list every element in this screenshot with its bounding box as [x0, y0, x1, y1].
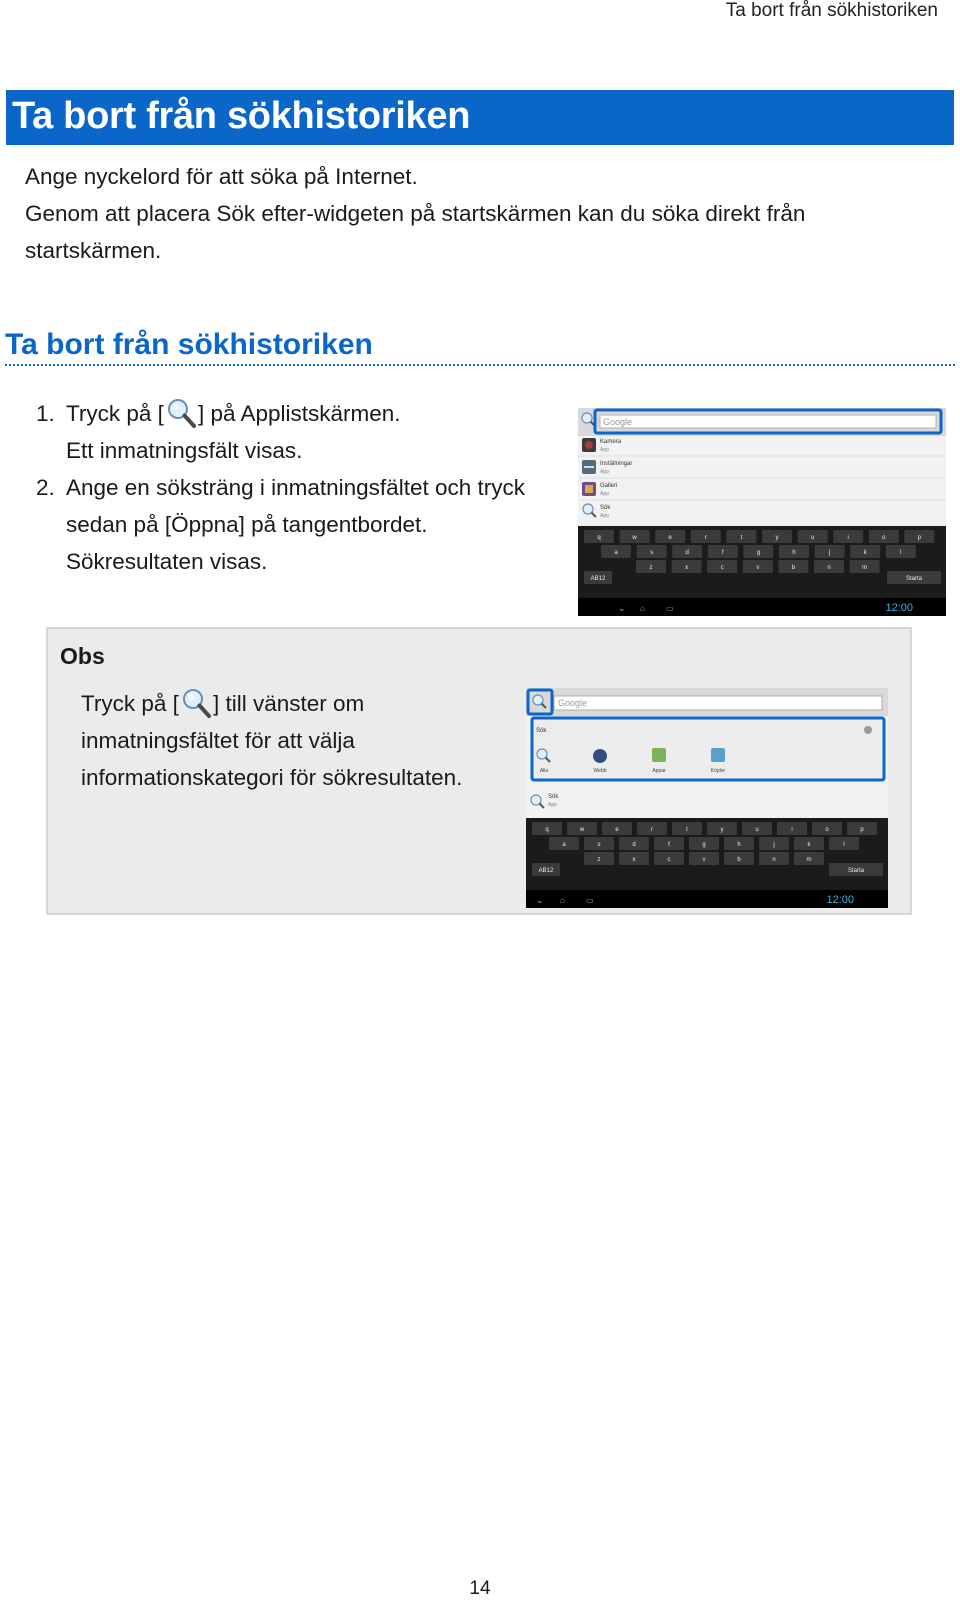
result-type: App [548, 802, 557, 808]
keyboard-key-label: j [773, 842, 775, 848]
globe-icon [593, 749, 607, 763]
keyboard-mode-key: AB12 [538, 868, 554, 874]
search-icon [165, 397, 197, 429]
home-icon: ⌂ [640, 604, 645, 613]
keyboard-key-label: r [651, 827, 653, 833]
category-apps[interactable] [652, 748, 666, 774]
step-2-line-2: sedan på [Öppna] på tangentbordet. [66, 512, 428, 537]
search-icon [180, 687, 212, 719]
note-box [46, 627, 912, 915]
result-type: App [600, 513, 609, 519]
category-label: Webb [593, 768, 607, 774]
keyboard-key-label: e [615, 827, 619, 833]
keyboard-key-label: u [810, 535, 815, 541]
keyboard-key-label: d [632, 842, 636, 848]
keyboard-key-label: g [702, 842, 706, 848]
keyboard [578, 526, 946, 616]
keyboard-key-label: x [685, 565, 689, 571]
back-icon: ⌄ [536, 895, 544, 905]
panel-close-icon [864, 726, 872, 734]
note-text-before: Tryck på [ [81, 691, 179, 716]
keyboard-key-label: b [791, 565, 796, 571]
home-icon: ⌂ [560, 896, 565, 905]
keyboard-key-label: w [579, 827, 585, 833]
screenshot-category-select [526, 688, 888, 908]
result-type: App [600, 491, 609, 497]
keyboard-key-label: q [597, 535, 601, 541]
apps-icon [652, 748, 666, 762]
step-2-line-1: Ange en söksträng i inmatningsfältet och tryck [66, 475, 525, 500]
screenshot-category-select-graphic [526, 688, 888, 908]
page-title: Ta bort från sökhistoriken [12, 95, 471, 137]
search-placeholder: Google [603, 417, 633, 427]
keyboard-key-label: u [755, 827, 759, 833]
keyboard-key-label: h [792, 550, 796, 556]
keyboard-key-label: t [740, 535, 743, 541]
section-title: Ta bort från sökhistoriken [5, 328, 373, 361]
keyboard-key-label: x [632, 857, 636, 863]
result-name: Kamera [600, 439, 622, 445]
keyboard-enter-key: Starta [905, 576, 923, 582]
keyboard-key-label: o [825, 827, 829, 833]
keyboard-key-label: c [667, 857, 671, 863]
note-text-after: ] till vänster om [212, 691, 365, 716]
result-type: App [600, 447, 609, 453]
step-number: 1. [36, 401, 55, 426]
contacts-icon [711, 748, 725, 762]
note-line-3: informationskategori för sökresultaten. [81, 765, 463, 790]
keyboard-key-label: h [737, 842, 741, 848]
keyboard-key-label: n [772, 857, 776, 863]
category-contacts[interactable] [711, 748, 726, 774]
keyboard-key-label: a [614, 550, 618, 556]
keyboard-key-label: r [704, 535, 707, 541]
back-icon: ⌄ [618, 603, 626, 613]
keyboard-key-label: c [720, 565, 724, 571]
keyboard-key-label: e [668, 535, 672, 541]
keyboard-key-label: m [862, 565, 868, 571]
category-label: Alla [539, 768, 549, 774]
keyboard-key-label: a [562, 842, 566, 848]
keyboard-key-label: i [847, 535, 849, 541]
keyboard-key-label: z [649, 565, 653, 571]
running-header: Ta bort från sökhistoriken [725, 0, 938, 21]
step-number: 2. [36, 475, 55, 500]
result-name: Sök [600, 505, 611, 511]
page-number: 14 [469, 1578, 491, 1599]
keyboard-key-label: p [917, 535, 922, 541]
keyboard-key-label: n [827, 565, 831, 571]
keyboard [526, 818, 888, 908]
clock: 12:00 [826, 894, 854, 906]
step-2-result: Sökresultaten visas. [66, 549, 268, 574]
step-1-text-after: ] på Applistskärmen. [197, 401, 401, 426]
keyboard-key-label: l [900, 550, 902, 556]
keyboard-key-label: d [685, 550, 689, 556]
result-name: Inställningar [600, 461, 633, 467]
screenshot-search-field [578, 408, 946, 616]
intro-line: startskärmen. [25, 238, 162, 263]
keyboard-key-label: s [597, 842, 601, 848]
keyboard-key-label: j [828, 550, 831, 556]
intro-paragraph [25, 158, 905, 269]
keyboard-key-label: y [775, 535, 779, 541]
title-bar [6, 90, 954, 145]
keyboard-key-label: p [860, 827, 864, 833]
keyboard-key-label: z [597, 857, 601, 863]
keyboard-key-label: v [702, 857, 706, 863]
result-name: Sök [548, 794, 559, 800]
intro-line: Ange nyckelord för att söka på Internet. [25, 164, 418, 189]
note-text [81, 685, 511, 796]
keyboard-key-label: q [545, 827, 549, 833]
keyboard-key-label: f [721, 550, 724, 556]
category-panel [532, 718, 884, 780]
step-2 [36, 469, 576, 580]
keyboard-key-label: w [632, 535, 637, 541]
clock: 12:00 [885, 602, 913, 614]
keyboard-mode-key: AB12 [590, 576, 606, 582]
result-name: Galleri [600, 483, 618, 489]
keyboard-key-label: b [737, 857, 741, 863]
keyboard-key-label: y [720, 827, 724, 833]
keyboard-key-label: l [843, 842, 845, 848]
keyboard-key-label: g [756, 550, 761, 556]
search-placeholder: Google [558, 698, 588, 708]
keyboard-key-label: k [863, 550, 867, 556]
section-heading [5, 326, 955, 366]
keyboard-key-label: o [882, 535, 886, 541]
keyboard-key-label: k [807, 842, 811, 848]
category-label: Appar [652, 768, 666, 774]
recent-apps-icon: ▭ [586, 896, 594, 905]
keyboard-enter-key: Starta [847, 868, 865, 874]
category-panel-label: Sök [536, 728, 547, 734]
screenshot-search-field-graphic [578, 408, 946, 616]
recent-apps-icon: ▭ [666, 604, 674, 613]
intro-line: Genom att placera Sök efter-widgeten på startskärmen kan du söka direkt från [25, 201, 806, 226]
keyboard-key-label: t [686, 827, 688, 833]
note-line-2: inmatningsfältet för att välja [81, 728, 355, 753]
step-1-text-before: Tryck på [ [66, 401, 164, 426]
note-title: Obs [60, 643, 105, 669]
step-1-result: Ett inmatningsfält visas. [66, 438, 303, 463]
keyboard-key-label: m [806, 857, 812, 863]
keyboard-key-label: s [650, 550, 654, 556]
result-type: App [600, 469, 609, 475]
category-label: Kópler [710, 768, 726, 774]
step-1 [36, 395, 576, 469]
steps-list [36, 395, 576, 580]
keyboard-key-label: v [756, 565, 760, 571]
keyboard-key-label: f [668, 842, 670, 848]
keyboard-key-label: i [791, 827, 793, 833]
